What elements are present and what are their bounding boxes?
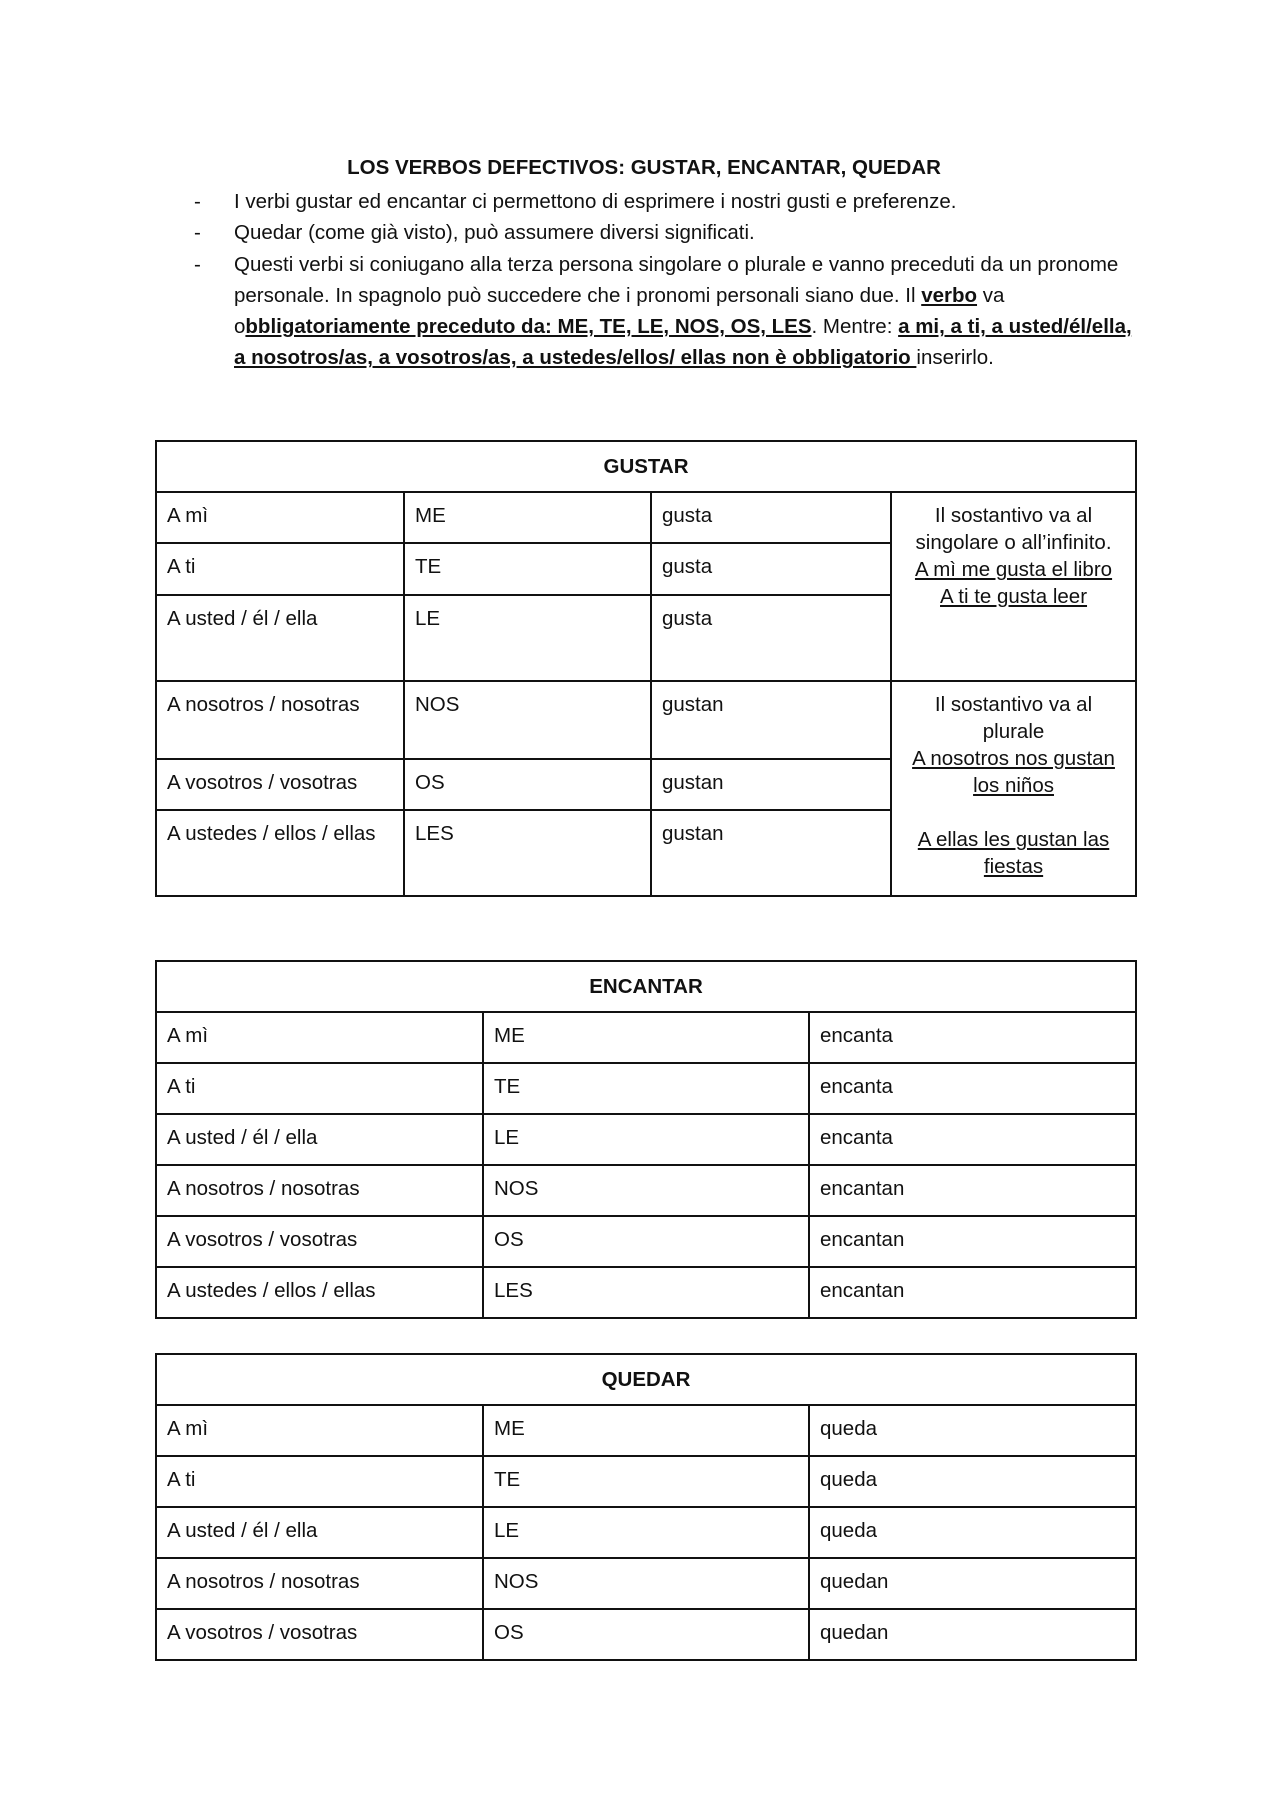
- table-row: [156, 1405, 1136, 1456]
- bullet-text-bold: a mi, a ti, a usted/él/ella, a nosotros/as, a vosotros/as, a ustedes/ellos/ ellas non è obbligatorio: [234, 315, 1132, 370]
- dash-bullet-icon: -: [194, 252, 201, 276]
- verb-cell: encantan: [809, 1267, 1136, 1318]
- gustar-table: [155, 440, 1137, 897]
- clitic-cell: OS: [483, 1609, 809, 1660]
- clitic-cell: LES: [483, 1267, 809, 1318]
- table-row: [156, 1456, 1136, 1507]
- clitic-cell: LE: [404, 595, 651, 681]
- clitic-cell: LES: [404, 810, 651, 896]
- clitic-cell: NOS: [404, 681, 651, 759]
- note-text: Il sostantivo va al plurale: [934, 693, 1093, 743]
- bullet-text: va o: [234, 283, 1005, 339]
- bullet-text: I verbi gustar ed encantar ci permettono di esprimere i nostri gusti e preferenze.: [234, 190, 957, 213]
- bullet-item: [194, 249, 1144, 374]
- clitic-cell: TE: [483, 1063, 809, 1114]
- bullet-text-bold: bbligatoriamente preceduto da: ME, TE, LE, NOS, OS, LES: [245, 315, 812, 339]
- verb-cell: encanta: [809, 1012, 1136, 1063]
- verb-cell: gustan: [651, 810, 891, 896]
- verb-cell: quedan: [809, 1558, 1136, 1609]
- dash-bullet-icon: -: [194, 221, 201, 245]
- verb-cell: encanta: [809, 1114, 1136, 1165]
- pronoun-cell: A nosotros / nosotras: [156, 1558, 483, 1609]
- table-row: [156, 1216, 1136, 1267]
- table-row: [156, 1165, 1136, 1216]
- verb-cell: encanta: [809, 1063, 1136, 1114]
- pronoun-cell: A usted / él / ella: [156, 1507, 483, 1558]
- note-plural: [891, 681, 1136, 896]
- table-row: [156, 1609, 1136, 1660]
- pronoun-cell: A mì: [156, 1405, 483, 1456]
- clitic-cell: LE: [483, 1507, 809, 1558]
- bullet-text: inserirlo.: [916, 346, 994, 370]
- clitic-cell: ME: [404, 492, 651, 543]
- bullet-text: Quedar (come già visto), può assumere diversi significati.: [234, 221, 755, 245]
- verb-cell: encantan: [809, 1216, 1136, 1267]
- pronoun-cell: A nosotros / nosotras: [156, 1165, 483, 1216]
- pronoun-cell: A mì: [156, 1012, 483, 1063]
- verb-cell: quedan: [809, 1609, 1136, 1660]
- bullet-item: [194, 217, 1144, 248]
- note-example: A mì me gusta el libro: [914, 558, 1113, 581]
- quedar-table: [155, 1353, 1137, 1661]
- intro-list: [194, 186, 1144, 374]
- pronoun-cell: A nosotros / nosotras: [156, 681, 404, 759]
- pronoun-cell: A ustedes / ellos / ellas: [156, 810, 404, 896]
- clitic-cell: LE: [483, 1114, 809, 1165]
- clitic-cell: ME: [483, 1012, 809, 1063]
- pronoun-cell: A ti: [156, 1063, 483, 1114]
- table-row: [156, 1507, 1136, 1558]
- clitic-cell: NOS: [483, 1165, 809, 1216]
- clitic-cell: ME: [483, 1405, 809, 1456]
- table-row: [156, 1063, 1136, 1114]
- verb-cell: queda: [809, 1507, 1136, 1558]
- note-example: A ti te gusta leer: [940, 585, 1088, 608]
- pronoun-cell: A ustedes / ellos / ellas: [156, 1267, 483, 1318]
- table-header: ENCANTAR: [156, 961, 1136, 1012]
- table-row: [156, 1114, 1136, 1165]
- verb-cell: gustan: [651, 759, 891, 810]
- note-example: A ellas les gustan las fiestas: [917, 828, 1110, 878]
- bullet-text-bold: verbo: [921, 283, 978, 307]
- bullet-text: Questi verbi si coniugano alla terza persona singolare o plurale e vanno preceduti da un pronome personale. In spagnolo può succedere che i pronomi personali siano due. Il: [234, 252, 1119, 307]
- verb-cell: gusta: [651, 595, 891, 681]
- pronoun-cell: A ti: [156, 1456, 483, 1507]
- table-row: [156, 1267, 1136, 1318]
- verb-cell: queda: [809, 1456, 1136, 1507]
- clitic-cell: TE: [483, 1456, 809, 1507]
- verb-cell: gustan: [651, 681, 891, 759]
- clitic-cell: OS: [483, 1216, 809, 1267]
- pronoun-cell: A vosotros / vosotras: [156, 759, 404, 810]
- table-row: [156, 1012, 1136, 1063]
- table-header: GUSTAR: [156, 441, 1136, 492]
- verb-cell: encantan: [809, 1165, 1136, 1216]
- clitic-cell: TE: [404, 543, 651, 595]
- verb-cell: gusta: [651, 543, 891, 595]
- pronoun-cell: A vosotros / vosotras: [156, 1216, 483, 1267]
- note-example: A nosotros nos gustan los niños: [912, 747, 1115, 797]
- table-header: QUEDAR: [156, 1354, 1136, 1405]
- pronoun-cell: A usted / él / ella: [156, 595, 404, 681]
- table-row: [156, 492, 1136, 543]
- table-row: [156, 681, 1136, 759]
- bullet-item: [194, 186, 1144, 217]
- pronoun-cell: A vosotros / vosotras: [156, 1609, 483, 1660]
- note-text: Il sostantivo va al singolare o all’infinito.: [915, 504, 1112, 554]
- clitic-cell: NOS: [483, 1558, 809, 1609]
- verb-cell: queda: [809, 1405, 1136, 1456]
- document-title: LOS VERBOS DEFECTIVOS: GUSTAR, ENCANTAR, QUEDAR: [347, 156, 941, 179]
- note-singular: [891, 492, 1136, 681]
- verb-cell: gusta: [651, 492, 891, 543]
- table-row: [156, 1558, 1136, 1609]
- pronoun-cell: A mì: [156, 492, 404, 543]
- clitic-cell: OS: [404, 759, 651, 810]
- dash-bullet-icon: -: [194, 190, 201, 213]
- pronoun-cell: A ti: [156, 543, 404, 595]
- bullet-text: . Mentre:: [811, 315, 899, 339]
- encantar-table: [155, 960, 1137, 1319]
- pronoun-cell: A usted / él / ella: [156, 1114, 483, 1165]
